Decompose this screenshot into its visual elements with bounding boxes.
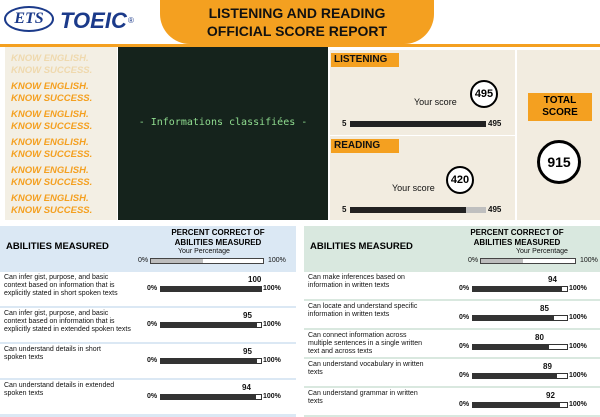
slogan-line: KNOW SUCCESS.	[11, 65, 93, 76]
ability-text	[308, 274, 405, 290]
listening-section	[330, 50, 515, 135]
scale-min: 5	[342, 119, 347, 128]
ability-text-line: Can understand details in short	[4, 346, 101, 353]
percent-header-line-2: ABILITIES MEASURED	[473, 238, 561, 247]
ability-pct-min: 0%	[459, 314, 470, 321]
ability-text-line: multiple sentences in a single written	[308, 340, 423, 347]
ability-value: 94	[242, 383, 251, 392]
ability-text-line: Can connect information across	[308, 332, 407, 339]
title-line-2: OFFICIAL SCORE REPORT	[206, 23, 388, 39]
ability-text	[308, 332, 422, 356]
ability-pct-max: 100%	[263, 357, 281, 364]
ability-pct-max: 100%	[263, 285, 281, 292]
slogan-line: KNOW ENGLISH.	[11, 109, 89, 120]
scale-max: 495	[488, 119, 502, 128]
ability-pct-min: 0%	[147, 321, 158, 328]
abilities-header: ABILITIES MEASURED	[310, 241, 413, 252]
ability-bar-fill	[472, 373, 557, 379]
ability-text-line: text and across texts	[308, 348, 373, 355]
listening-abilities-table	[0, 226, 296, 417]
your-score-label: Your score	[414, 97, 457, 107]
ability-pct-max: 100%	[569, 401, 587, 408]
ability-text	[4, 346, 101, 362]
ability-text-line: explicitly stated in short spoken texts	[4, 290, 118, 297]
toeic-logo: TOEIC	[60, 8, 127, 33]
scale-max: 495	[488, 205, 502, 214]
ability-text-line: Can infer gist, purpose, and basic	[4, 274, 109, 281]
slogan-line: KNOW SUCCESS.	[11, 149, 93, 160]
ability-bar-fill	[160, 286, 262, 292]
ability-value: 95	[243, 311, 252, 320]
ability-pct-max: 100%	[263, 393, 281, 400]
ability-text-line: spoken texts	[4, 390, 44, 397]
ability-text-line: explicitly stated in extended spoken texts	[4, 326, 131, 333]
ability-value: 92	[546, 391, 555, 400]
reading-bar-fill	[350, 207, 466, 213]
ability-text	[308, 361, 424, 377]
listening-score-bubble: 495	[470, 80, 498, 108]
classified-photo-box	[118, 47, 328, 220]
ability-value: 95	[243, 347, 252, 356]
total-label-line-2: SCORE	[542, 107, 578, 118]
ability-row	[304, 299, 600, 328]
ability-row	[0, 378, 296, 414]
slogan-line: KNOW ENGLISH.	[11, 193, 89, 204]
reading-score-bubble: 420	[446, 166, 474, 194]
reading-abilities-table	[304, 226, 600, 417]
ability-text-line: Can understand grammar in written	[308, 390, 418, 397]
ability-text-line: Can make inferences based on	[308, 274, 405, 281]
legend-max: 100%	[580, 257, 598, 264]
slogan-line: KNOW ENGLISH.	[11, 165, 89, 176]
legend-min: 0%	[138, 257, 149, 264]
ability-bar-fill	[472, 286, 562, 292]
ability-row	[304, 270, 600, 299]
listening-bar-fill	[350, 121, 486, 127]
ability-pct-max: 100%	[569, 285, 587, 292]
ability-pct-min: 0%	[147, 357, 158, 364]
ability-bar-fill	[472, 344, 549, 350]
ability-bar-fill	[160, 358, 257, 364]
listening-label: LISTENING	[331, 53, 399, 67]
ability-text-line: spoken texts	[4, 354, 44, 361]
ability-text-line: texts	[308, 398, 323, 405]
legend-your-percentage: Your Percentage	[516, 248, 568, 255]
slogan-line: KNOW SUCCESS.	[11, 205, 93, 216]
ability-bar-fill	[160, 394, 256, 400]
percent-header-line-1: PERCENT CORRECT OF	[470, 228, 564, 237]
legend-max: 100%	[268, 257, 286, 264]
ability-row	[0, 270, 296, 306]
ability-text-line: information in written texts	[308, 282, 390, 289]
legend-fill	[481, 259, 523, 263]
percent-header-line-2: ABILITIES MEASURED	[174, 238, 262, 247]
ability-text	[4, 382, 114, 398]
ability-row	[0, 342, 296, 378]
slogan-panel	[5, 47, 117, 220]
reading-label: READING	[331, 139, 399, 153]
ability-bar-fill	[160, 322, 257, 328]
ability-text-line: Can infer gist, purpose, and basic	[4, 310, 109, 317]
legend-min: 0%	[468, 257, 479, 264]
ability-text-line: context based on information that is	[4, 318, 115, 325]
your-score-label: Your score	[392, 183, 435, 193]
ability-text-line: Can understand details in extended	[4, 382, 115, 389]
ability-pct-min: 0%	[459, 343, 470, 350]
slogan-line: KNOW ENGLISH.	[11, 53, 89, 64]
registered-mark: ®	[128, 16, 134, 25]
ability-bar-fill	[472, 315, 554, 321]
ability-text-line: Can locate and understand specific	[308, 303, 418, 310]
total-score-circle: 915	[537, 140, 581, 184]
ability-pct-max: 100%	[569, 314, 587, 321]
legend-bar	[150, 258, 264, 264]
ability-pct-min: 0%	[147, 285, 158, 292]
legend-fill	[151, 259, 203, 263]
ability-pct-min: 0%	[147, 393, 158, 400]
ability-pct-min: 0%	[459, 372, 470, 379]
ability-row	[304, 328, 600, 357]
total-label-line-1: TOTAL	[543, 95, 577, 106]
ability-value: 80	[535, 333, 544, 342]
slogan-line: KNOW SUCCESS.	[11, 93, 93, 104]
ability-text-line: context based on information that is	[4, 282, 115, 289]
ability-pct-max: 100%	[569, 343, 587, 350]
ability-text	[4, 310, 131, 334]
ability-pct-max: 100%	[263, 321, 281, 328]
legend-your-percentage: Your Percentage	[178, 248, 230, 255]
ability-text	[308, 390, 418, 406]
total-panel	[517, 50, 600, 220]
ability-value: 89	[543, 362, 552, 371]
title-line-1: LISTENING AND READING	[208, 5, 386, 21]
ability-text	[308, 303, 417, 319]
reading-section	[330, 136, 515, 220]
ability-text-line: texts	[308, 369, 323, 376]
slogan-line: KNOW SUCCESS.	[11, 121, 93, 132]
ability-pct-min: 0%	[459, 401, 470, 408]
ability-value: 100	[248, 275, 262, 284]
ability-pct-max: 100%	[569, 372, 587, 379]
ability-pct-min: 0%	[459, 285, 470, 292]
ability-text-line: Can understand vocabulary in written	[308, 361, 424, 368]
total-label	[528, 93, 592, 121]
ability-row	[304, 357, 600, 386]
percent-header-line-1: PERCENT CORRECT OF	[171, 228, 265, 237]
classified-label: - Informations classifiées -	[138, 117, 308, 128]
ability-text	[4, 274, 118, 298]
ability-row	[0, 306, 296, 342]
title-banner	[160, 0, 434, 44]
ability-value: 85	[540, 304, 549, 313]
scale-min: 5	[342, 205, 347, 214]
abilities-header: ABILITIES MEASURED	[6, 241, 109, 252]
slogan-line: KNOW SUCCESS.	[11, 177, 93, 188]
ability-value: 94	[548, 275, 557, 284]
slogan-line: KNOW ENGLISH.	[11, 137, 89, 148]
legend-bar	[480, 258, 576, 264]
ability-text-line: information in written texts	[308, 311, 390, 318]
ets-logo: ETS	[4, 6, 54, 32]
ability-bar-fill	[472, 402, 560, 408]
slogan-line: KNOW ENGLISH.	[11, 81, 89, 92]
ability-row	[304, 386, 600, 415]
